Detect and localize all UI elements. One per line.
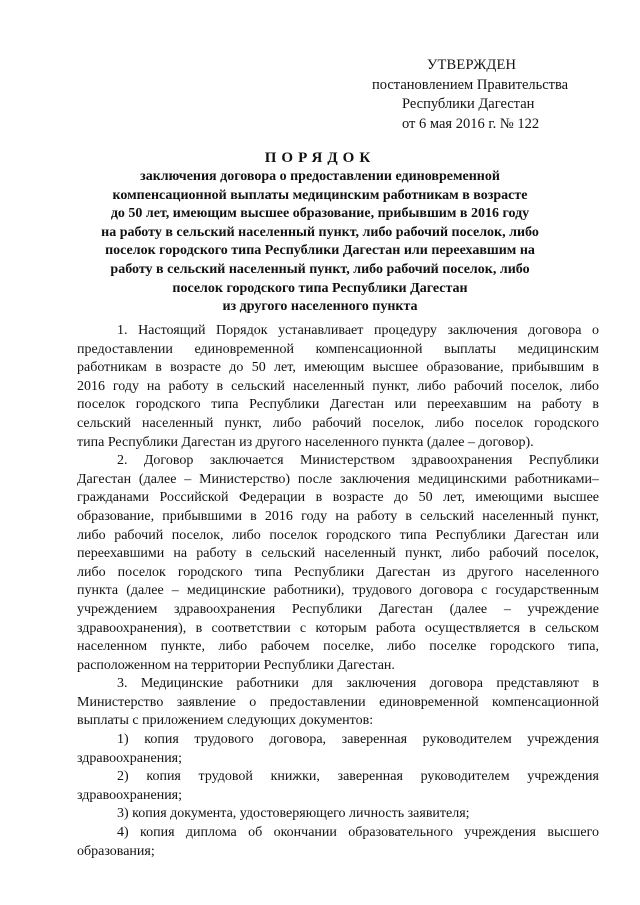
body-line: расположенном на территории Республики Дагестан.: [77, 657, 395, 673]
subtitle-line: заключения договора о предоставлении единовременной: [140, 169, 500, 184]
document-title: ПОРЯДОК: [264, 150, 376, 166]
body-line-paragraph-3-start: 3. Медицинские работники для заключения договора представляют в: [117, 676, 599, 692]
body-line: поселок городского типа Республики Дагестан или переехавшим на работу в: [77, 397, 599, 413]
body-line: гражданами Российской Федерации в возрасте до 50 лет, имеющими высшее: [77, 490, 599, 506]
subtitle-line: на работу в сельский населенный пункт, либо рабочий поселок, либо: [101, 224, 539, 240]
subtitle-line: работу в сельский населенный пункт, либо рабочий поселок, либо: [110, 261, 530, 277]
list-item-1: 1) копия трудового договора, заверенная руководителем учреждения: [117, 732, 599, 748]
list-item-3: 3) копия документа, удостоверяющего личность заявителя;: [117, 806, 470, 822]
list-item-2: 2) копия трудовой книжки, заверенная руководителем учреждения: [117, 769, 599, 785]
approval-heading: УТВЕРЖДЕН: [427, 57, 517, 73]
body-line: пункта (далее – медицинские работники), трудового договора с государственным: [77, 583, 599, 599]
approval-line-1: постановлением Правительства: [372, 76, 569, 93]
subtitle-line: до 50 лет, имеющим высшее образование, прибывшим в 2016 году: [110, 206, 530, 222]
body-line: здравоохранения;: [77, 750, 183, 766]
approval-block: [372, 56, 612, 134]
body-line: 2016 году на работу в сельский населенный пункт, либо рабочий поселок, либо: [77, 378, 599, 394]
subtitle-line: поселок городского типа Республики Дагестан или переехавшим на: [105, 243, 535, 259]
body-line: работникам в возрасте до 50 лет, имеющим высшее образование, прибывшим в: [77, 360, 599, 376]
subtitle-line: поселок городского типа Республики Дагестан: [172, 280, 468, 296]
body-line: учреждением здравоохранения Республики Дагестан (далее – учреждение: [77, 601, 599, 617]
subtitle-line: компенсационной выплаты медицинским работникам в возрасте: [112, 187, 528, 203]
body-line: населенном пункте, либо рабочем поселке, либо поселке городского типа,: [77, 639, 599, 655]
body-line: либо рабочий поселок, либо поселок городского типа Республики Дагестан или: [77, 527, 599, 543]
approval-line-2: Республики Дагестан: [402, 96, 535, 112]
document-body: [77, 322, 599, 861]
body-line: здравоохранения;: [77, 787, 183, 803]
document-subtitle: [80, 168, 560, 317]
approval-line-3: от 6 мая 2016 г. № 122: [402, 115, 540, 132]
body-line: предоставлении единовременной компенсационной выплаты медицинским: [77, 341, 599, 357]
body-line: типа Республики Дагестан из другого населенного пункта (далее – договор).: [77, 434, 534, 450]
body-line: переехавшими на работу в сельский населенный пункт, либо рабочий поселок,: [77, 546, 599, 562]
subtitle-line: из другого населенного пункта: [222, 299, 418, 315]
body-line-paragraph-1-start: 1. Настоящий Порядок устанавливает процедуру заключения договора о: [117, 323, 599, 338]
body-line-paragraph-2-start: 2. Договор заключается Министерством здравоохранения Республики: [117, 453, 599, 469]
body-line: Министерство заявление о предоставлении единовременной компенсационной: [77, 694, 599, 710]
body-line: сельский населенный пункт, либо рабочий поселок, либо поселок городского: [77, 415, 599, 431]
list-item-4: 4) копия диплома об окончании образовательного учреждения высшего: [117, 825, 599, 841]
body-line: выплаты с приложением следующих документов:: [77, 713, 374, 729]
body-line: Дагестан (далее – Министерство) после заключения медицинскими работниками–: [77, 471, 599, 487]
body-line: либо поселок городского типа Республики Дагестан из другого населенного: [77, 564, 599, 580]
body-line: образование, прибывшими в 2016 году на работу в сельский населенный пункт,: [77, 508, 599, 524]
body-line: образования;: [77, 843, 155, 859]
body-line: здравоохранения), в соответствии с которым работа осуществляется в сельском: [77, 620, 599, 636]
